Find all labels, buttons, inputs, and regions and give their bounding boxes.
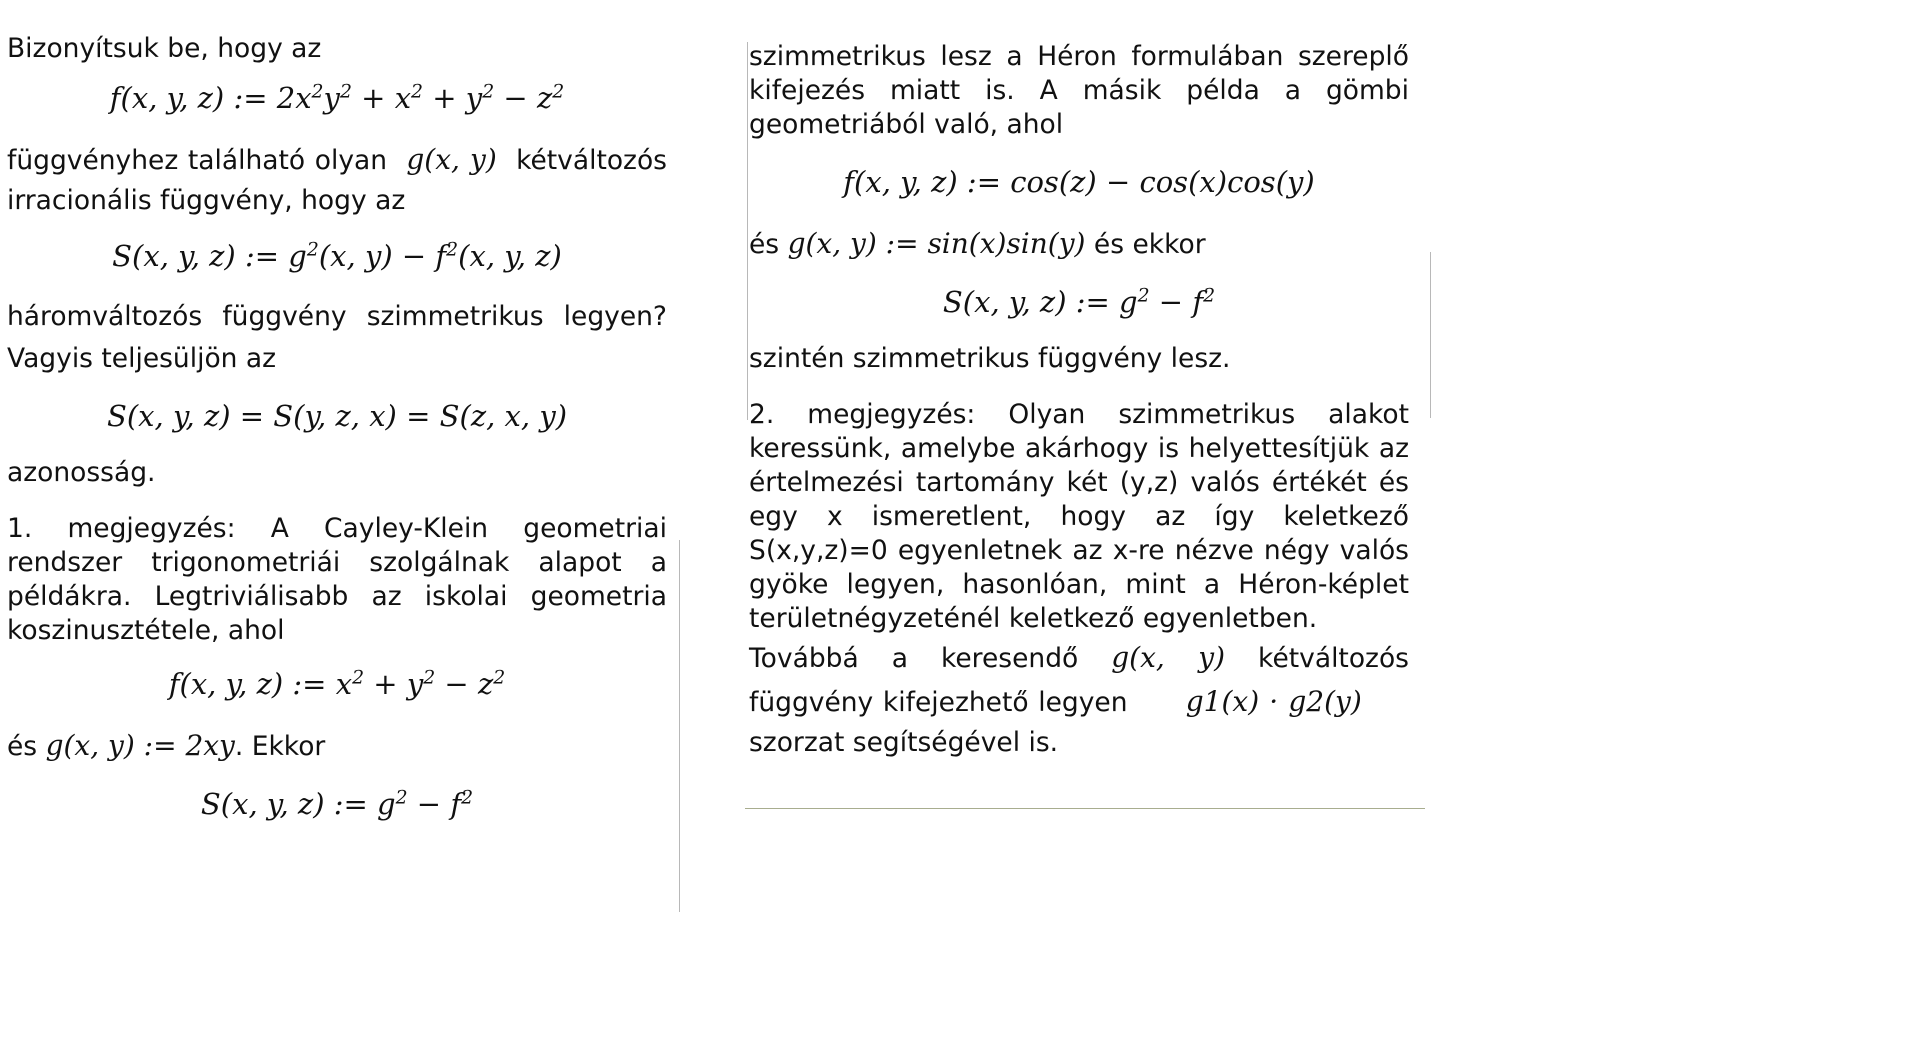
g-xy-formula-right: g(x, y): [1111, 641, 1226, 674]
note1-paragraph: 1. megjegyzés: A Cayley-Klein geometriai rendszer trigonometriái szolgálnak alapot a példákra. Legtriviálisabb az iskolai geometria koszinusztétele, ahol: [7, 513, 667, 646]
s-g2-f2-formula-right: S(x, y, z) := $g^2 - f^2$: [942, 285, 1216, 319]
g-xy-formula: g(x, y): [406, 143, 497, 176]
s-symmetry-identity: S(x, y, z) = S(y, z, x) = S(z, x, y): [106, 399, 568, 433]
es-ekkor-word: és ekkor: [1093, 229, 1206, 260]
g-product-formula: g1(x) · g2(y): [1185, 685, 1362, 718]
note2-continuation: [749, 636, 1409, 762]
symmetric-conclusion: szintén szimmetrikus függvény lesz.: [749, 343, 1231, 374]
g-2xy-line: [7, 724, 667, 768]
es-word-right: és: [749, 229, 780, 260]
right-box-right-border: [1430, 252, 1431, 418]
ekkor-word: . Ekkor: [234, 731, 326, 762]
g-2xy-formula: g(x, y) := 2xy: [45, 729, 235, 762]
g-existence-text-b: kétváltozós irracionális függvény, hogy az: [7, 145, 667, 216]
g-sin-line: [749, 222, 1409, 266]
s-definition-formula: S(x, y, z) := $g^2(x$, $y) - f^2(x$, y, z): [112, 239, 562, 273]
note2-paragraph: 2. megjegyzés: Olyan szimmetrikus alakot keressünk, amelybe akárhogy is helyettesítjük az értelmezési tartomány két (y,z) valós értékét és egy x ismeretlent, hogy az így keletkező S(x,y,z)=0 egyenletnek az x-re nézve négy valós gyöke legyen, hasonlóan, mint a Héron-képlet területnégyzeténél keletkező egyenletben.: [749, 399, 1409, 634]
right-box-left-border: [747, 42, 748, 420]
heron-paragraph: szimmetrikus lesz a Héron formulában szereplő kifejezés miatt is. A másik példa a gömbi geometriából való, ahol: [749, 41, 1409, 140]
f-cosine-law-formula: f(x, y, z) := $x^2 + y^2 - z^2$: [168, 667, 506, 701]
note2-text-a: Továbbá a keresendő: [749, 643, 1079, 674]
right-column: [749, 40, 1409, 762]
note2-bottom-rule: [745, 808, 1425, 809]
intro-text: Bizonyítsuk be, hogy az: [7, 33, 322, 64]
g-existence-text-a: függvényhez található olyan: [7, 145, 388, 176]
f-spherical-formula: f(x, y, z) := cos(z) − cos(x)cos(y): [843, 165, 1315, 199]
g-existence-paragraph: [7, 138, 667, 220]
g-sin-formula: g(x, y) := sin(x)sin(y): [787, 227, 1086, 260]
s-g2-f2-formula-left: S(x, y, z) := $g^2 - f^2$: [200, 787, 474, 821]
identity-word: azonosság.: [7, 457, 156, 488]
symmetry-question: háromváltozós függvény szimmetrikus legyen? Vagyis teljesüljön az: [7, 301, 667, 374]
f-definition-formula: f(x, y, z) := $2x^2y^2 + x^2 + y^2 - z^2$: [109, 81, 565, 115]
left-column: [7, 32, 667, 844]
es-word: és: [7, 731, 38, 762]
note2-text-c: szorzat segítségével is.: [749, 727, 1059, 758]
left-column-divider: [679, 540, 680, 912]
note2-text-b: kétváltozós függvény kifejezhető legyen: [749, 643, 1409, 718]
